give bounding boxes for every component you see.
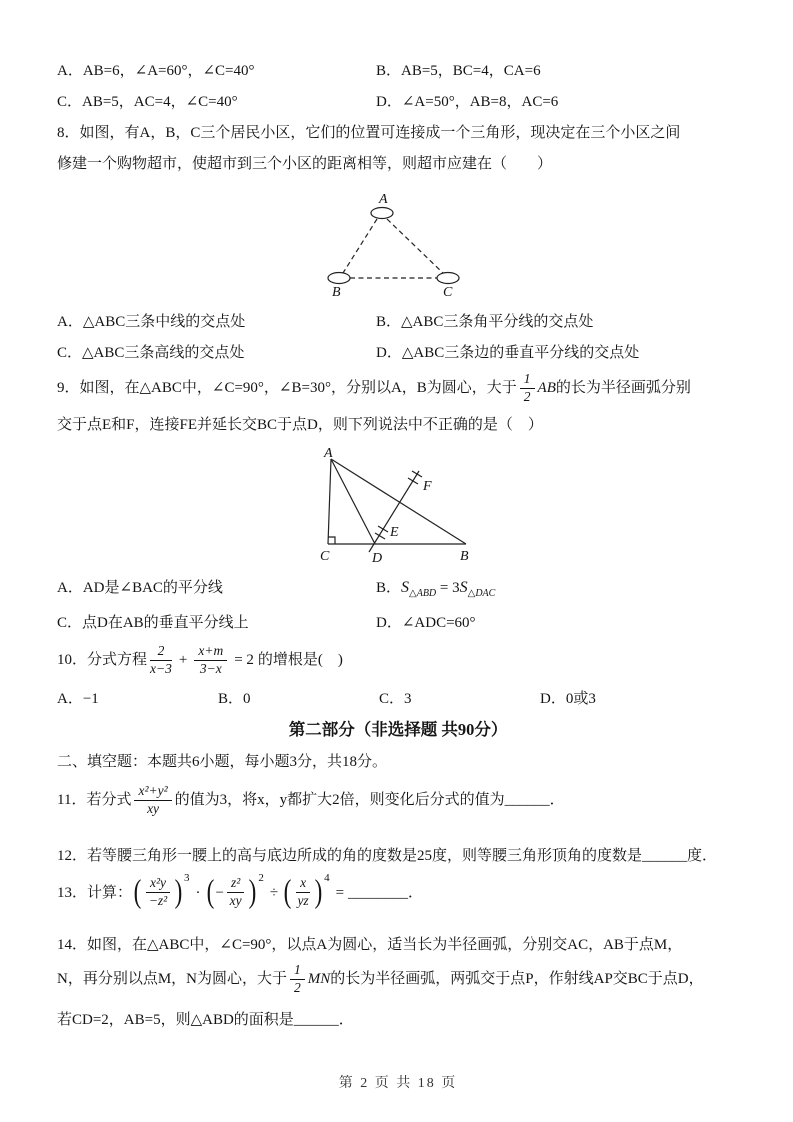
q9-figure-label-a: A (324, 446, 333, 461)
q9-figure-label-b: B (460, 549, 469, 564)
q13-e2-exp: 2 (258, 871, 264, 884)
q11-blank: ______ (504, 792, 550, 809)
q10-option-d: D．0或3 (540, 691, 596, 707)
q8-figure-label-c: C (443, 285, 453, 300)
q14-text-line2 (57, 963, 739, 995)
q10-plus: + (178, 652, 188, 669)
q9-line1-pre: 9．如图，在△ABC中，∠C=90°，∠B=30°，分别以A，B为圆心，大于 (57, 380, 517, 397)
q9-figure-label-d: D (372, 551, 383, 566)
q13-e3-exp: 4 (324, 871, 330, 884)
q10-fraction-1 (150, 644, 172, 676)
q14-fraction-num: 1 (290, 963, 305, 980)
q9-option-b-s2: S (459, 579, 468, 596)
q9-fraction (520, 372, 535, 404)
q13-e1-num: x²y (146, 876, 170, 893)
q13-blank: ________ (348, 884, 409, 901)
q10-f2-num: x+m (194, 644, 227, 661)
q10-fraction-2 (194, 644, 227, 676)
q13-text (57, 871, 739, 910)
q10-f1-den: x−3 (150, 660, 172, 676)
q13-op2: ÷ (269, 884, 279, 901)
q13-open-paren-1: ( (133, 874, 142, 910)
page-number-footer: 第 2 页 共 18 页 (338, 1076, 458, 1091)
q9-option-b-s1: S (401, 579, 410, 596)
q9-option-b-prefix: B． (376, 580, 402, 596)
q9-figure-label-c: C (320, 549, 330, 564)
q8-option-b: B．△ABC三条角平分线的交点处 (376, 314, 594, 330)
q9-option-d: D．∠ADC=60° (376, 615, 476, 631)
q11-f-den: xy (147, 800, 160, 816)
q9-figure-label-f: F (423, 479, 432, 494)
q13-close-paren-3: ) (314, 874, 323, 910)
q13-e2-minus: − (215, 884, 225, 901)
q7-option-a: A．AB=6，∠A=60°，∠C=40° (57, 63, 255, 79)
q13-open-paren-3: ( (283, 874, 292, 910)
q13-fraction-1 (146, 876, 170, 908)
q14-fraction (290, 963, 305, 995)
section2-subtitle: 二、填空题：本题共6小题，每小题3分，共18分。 (57, 754, 388, 770)
q8-option-d: D．△ABC三条边的垂直平分线的交点处 (376, 345, 640, 361)
q14-line2-pre: N，再分别以点M，N为圆心，大于 (57, 971, 288, 988)
q10-option-b: B．0 (218, 691, 251, 707)
q8-figure-label-a: A (379, 192, 388, 207)
q10-f1-num: 2 (150, 644, 172, 661)
q8-option-a: A．△ABC三条中线的交点处 (57, 314, 246, 330)
q11-text (57, 784, 739, 816)
q13-e2-den: xy (229, 893, 242, 908)
q13-fraction-2 (227, 876, 244, 908)
q13-eq: = (335, 884, 345, 901)
q9-option-a: A．AD是∠BAC的平分线 (57, 580, 223, 596)
q13-e3-den: yz (297, 893, 309, 908)
q13-e2-num: z² (227, 876, 244, 893)
q14-line2-post: 的长为半径画弧，两弧交于点P，作射线AP交BC于点D， (330, 971, 704, 988)
q7-option-c: C．AB=5，AC=4，∠C=40° (57, 94, 238, 110)
q13-e1-exp: 3 (184, 871, 190, 884)
q8-option-c: C．△ABC三条高线的交点处 (57, 345, 245, 361)
q10-f2-den: 3−x (199, 660, 222, 676)
q9-options-row2 (57, 612, 739, 634)
q9-text-line1 (57, 372, 739, 404)
q13-fraction-3 (296, 876, 310, 908)
q10-option-c: C．3 (379, 691, 412, 707)
section2-title: 第二部分（非选择题 共90分） (288, 720, 508, 739)
q11-pre: 11．若分式 (57, 792, 132, 809)
q8-options-row1 (57, 311, 739, 333)
q9-option-b-sub2: △DAC (467, 588, 496, 599)
q11-end: ． (549, 792, 565, 809)
q7-options-row2 (57, 91, 739, 113)
q13-e1-den: −z² (148, 893, 168, 908)
q14-fraction-den: 2 (294, 979, 301, 995)
q13-e3-num: x (296, 876, 310, 893)
q9-triangle-diagram (308, 446, 550, 570)
q8-triangle-diagram (322, 192, 474, 302)
q9-option-b-sub1: △ABD (409, 588, 437, 599)
q9-figure (308, 446, 553, 570)
q7-option-b: B．AB=5，BC=4，CA=6 (376, 63, 541, 79)
q10-eq: = 2 (234, 652, 254, 669)
q8-figure-label-b: B (332, 285, 341, 300)
q10-pre: 10．分式方程 (57, 652, 148, 669)
q9-option-c: C．点D在AB的垂直平分线上 (57, 615, 249, 631)
q13-close-paren-1: ) (174, 874, 183, 910)
q13-end: ． (408, 884, 424, 901)
q11-fraction (134, 784, 171, 816)
q10-text (57, 644, 739, 676)
q13-open-paren-2: ( (206, 874, 214, 910)
q9-line1-var: AB (537, 380, 556, 397)
q13-pre: 13．计算： (57, 884, 133, 901)
q8-figure (322, 192, 482, 302)
q7-options-row1 (57, 60, 739, 82)
q9-option-b-mid: = 3 (439, 580, 460, 596)
q14-text-line3: 若CD=2，AB=5，则△ABD的面积是______． (57, 1012, 354, 1028)
q9-fraction-den: 2 (523, 388, 531, 404)
q14-line2-var: MN (307, 971, 331, 988)
q8-text-line2: 修建一个购物超市，使超市到三个小区的距离相等，则超市应建在（ ） (57, 156, 553, 172)
q7-option-d: D．∠A=50°，AB=8，AC=6 (376, 94, 559, 110)
q12-text: 12．若等腰三角形一腰上的高与底边所成的角的度数是25度，则等腰三角形顶角的度数是______度． (57, 848, 718, 864)
q10-post: 的增根是( ) (257, 652, 343, 669)
q13-close-paren-2: ) (248, 874, 257, 910)
q8-options-row2 (57, 342, 739, 364)
q10-option-a: A．−1 (57, 691, 99, 707)
q9-options-row1 (57, 577, 739, 601)
q9-figure-label-e: E (390, 525, 399, 540)
q9-text-line2: 交于点E和F，连接FE并延长交BC于点D，则下列说法中不正确的是（ ） (57, 417, 543, 433)
q11-post: 的值为3，将x，y都扩大2倍，则变化后分式的值为 (174, 792, 505, 809)
q14-text-line1: 14．如图，在△ABC中，∠C=90°，以点A为圆心，适当长为半径画弧，分别交AC，AB于点M， (57, 937, 683, 953)
q13-op1: · (195, 884, 201, 901)
q10-options-row (57, 688, 739, 710)
q8-text-line1: 8．如图，有A，B，C三个居民小区，它们的位置可连接成一个三角形，现决定在三个小区之间 (57, 125, 681, 141)
q11-f-num: x²+y² (134, 784, 171, 801)
q9-fraction-num: 1 (520, 372, 535, 389)
q9-line1-post: 的长为半径画弧分别 (555, 380, 691, 397)
q9-option-b (376, 577, 495, 601)
